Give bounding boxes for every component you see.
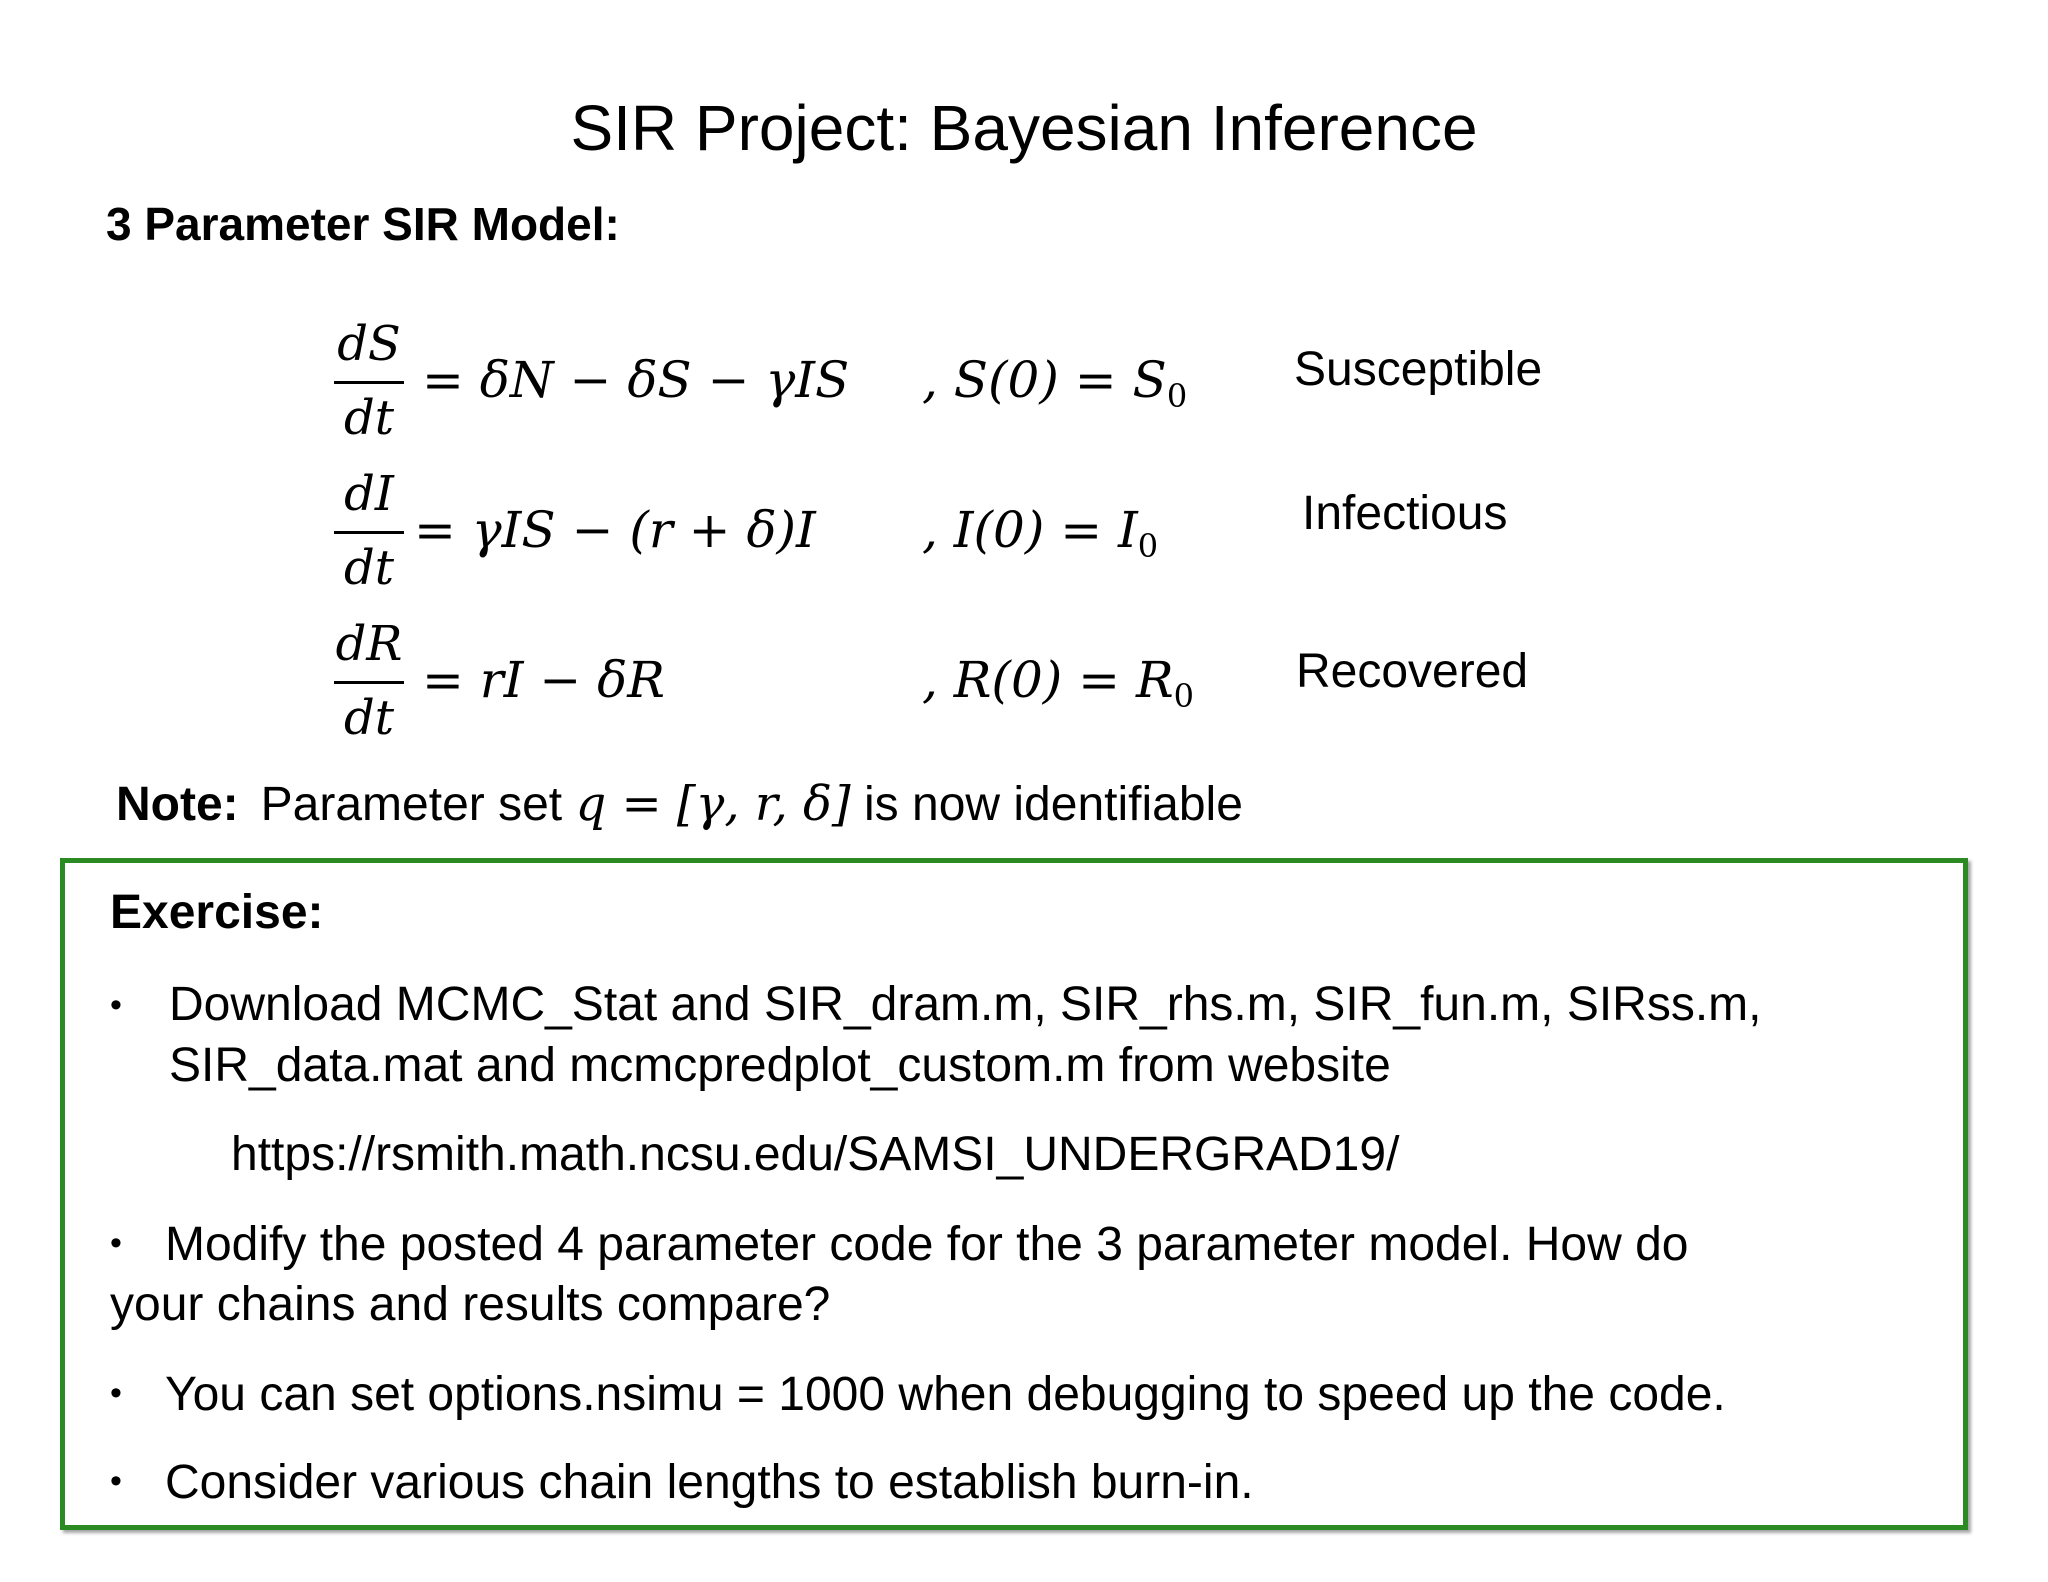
fraction-numerator: dR xyxy=(335,616,403,672)
initial-condition-subscript: 0 xyxy=(1137,527,1159,565)
bullet-icon: • xyxy=(110,986,122,1024)
compartment-label: Recovered xyxy=(1296,645,1529,698)
initial-condition-text: , S(0) = S xyxy=(922,351,1167,409)
note-math: q = [γ, r, δ] xyxy=(575,776,851,832)
website-url[interactable]: https://rsmith.math.ncsu.edu/SAMSI_UNDERGRAD19/ xyxy=(231,1128,1400,1181)
fraction-bar xyxy=(334,681,404,684)
fraction-denominator: dt xyxy=(343,390,394,446)
initial-condition xyxy=(922,348,1187,428)
bullet-icon: • xyxy=(110,1462,122,1500)
fraction-denominator: dt xyxy=(343,690,394,746)
equation-rhs: = δN − δS − γIS xyxy=(422,351,850,409)
exercise-item-line: your chains and results compare? xyxy=(110,1278,831,1331)
compartment-label: Susceptible xyxy=(1294,343,1543,396)
bullet-icon: • xyxy=(110,1224,122,1262)
exercise-box xyxy=(60,858,1968,1530)
initial-condition-subscript: 0 xyxy=(1173,677,1194,715)
exercise-item-line: Download MCMC_Stat and SIR_dram.m, SIR_rhs.m, SIR_fun.m, SIRss.m, xyxy=(169,978,1762,1031)
note-label: Note: xyxy=(116,778,239,831)
section-heading: 3 Parameter SIR Model: xyxy=(106,198,620,250)
equation-susceptible xyxy=(330,306,1630,456)
slide-title: SIR Project: Bayesian Inference xyxy=(570,92,1478,164)
fraction-bar xyxy=(334,381,404,384)
fraction-numerator: dI xyxy=(344,466,394,522)
derivative-fraction xyxy=(330,306,408,456)
equation-rhs: = γIS − (r + δ)I xyxy=(414,501,816,559)
initial-condition-text: , I(0) = I xyxy=(922,501,1138,559)
initial-condition xyxy=(922,648,1194,728)
compartment-label: Infectious xyxy=(1302,487,1508,540)
fraction-numerator: dS xyxy=(337,316,401,372)
note-suffix: is now identifiable xyxy=(864,778,1243,831)
equation-infectious xyxy=(330,456,1630,606)
initial-condition xyxy=(922,498,1158,578)
initial-condition-subscript: 0 xyxy=(1166,377,1188,415)
exercise-item-line: You can set options.nsimu = 1000 when debugging to speed up the code. xyxy=(165,1368,1726,1421)
exercise-item-line: Modify the posted 4 parameter code for the 3 parameter model. How do xyxy=(165,1218,1689,1271)
initial-condition-text: , R(0) = R xyxy=(922,651,1174,709)
equation-recovered xyxy=(330,606,1630,756)
exercise-item-line: SIR_data.mat and mcmcpredplot_custom.m from website xyxy=(169,1039,1391,1092)
identifiability-note xyxy=(116,774,1243,835)
derivative-fraction xyxy=(330,456,408,606)
note-prefix: Parameter set xyxy=(260,778,563,831)
equation-rhs: = rI − δR xyxy=(422,651,665,709)
bullet-icon: • xyxy=(110,1374,122,1412)
exercise-heading: Exercise: xyxy=(110,886,324,939)
exercise-item-line: Consider various chain lengths to establish burn-in. xyxy=(165,1456,1254,1509)
fraction-bar xyxy=(334,531,404,534)
fraction-denominator: dt xyxy=(343,540,394,596)
derivative-fraction xyxy=(330,606,408,756)
